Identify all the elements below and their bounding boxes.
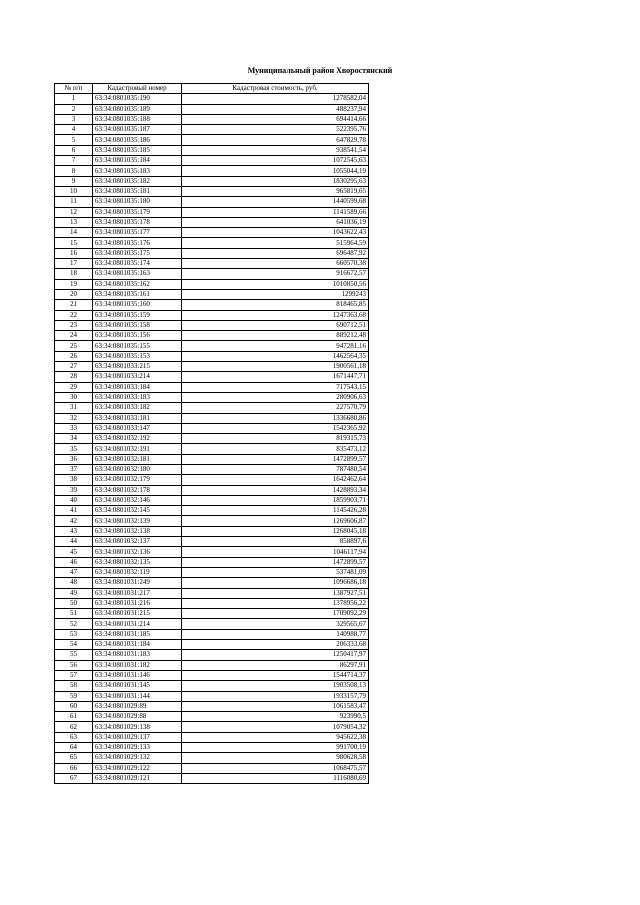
table-row	[55, 640, 369, 650]
cadastral-value: 1933157,79	[182, 691, 369, 701]
cadastral-value: 717543,15	[182, 382, 369, 392]
cadastral-value: 1542365,92	[182, 423, 369, 433]
row-number: 50	[55, 598, 93, 608]
cadastral-value: 916672,57	[182, 269, 369, 279]
table-row	[55, 289, 369, 299]
cadastral-number: 63:34:0801032:178	[93, 485, 182, 495]
row-number: 54	[55, 640, 93, 650]
table-row	[55, 186, 369, 196]
cadastral-value: 1378956,22	[182, 598, 369, 608]
cadastral-number: 63:34:0801035:174	[93, 259, 182, 269]
cadastral-value: 947281,16	[182, 341, 369, 351]
cadastral-value: 280906,63	[182, 392, 369, 402]
row-number: 10	[55, 186, 93, 196]
cadastral-number: 63:34:0801035:163	[93, 269, 182, 279]
table-row	[55, 557, 369, 567]
cadastral-value: 227570,79	[182, 403, 369, 413]
table-row	[55, 248, 369, 258]
table-row	[55, 372, 369, 382]
table-row	[55, 691, 369, 701]
table-row	[55, 526, 369, 536]
row-number: 36	[55, 454, 93, 464]
row-number: 46	[55, 557, 93, 567]
cadastral-number: 63:34:0801035:188	[93, 114, 182, 124]
table-row	[55, 320, 369, 330]
cadastral-number: 63:34:0801035:153	[93, 351, 182, 361]
cadastral-value: 1250417,97	[182, 650, 369, 660]
cadastral-number: 63:34:0801033:184	[93, 382, 182, 392]
cadastral-value: 696487,92	[182, 248, 369, 258]
cadastral-number: 63:34:0801033:181	[93, 413, 182, 423]
cadastral-number: 63:34:0801035:180	[93, 197, 182, 207]
row-number: 17	[55, 259, 93, 269]
page-title: Муниципальный район Хворостянский	[247, 66, 393, 75]
row-number: 1	[55, 94, 93, 104]
cadastral-number: 63:34:0801035:159	[93, 310, 182, 320]
row-number: 7	[55, 156, 93, 166]
cadastral-value: 647829,78	[182, 135, 369, 145]
row-number: 45	[55, 547, 93, 557]
row-number: 29	[55, 382, 93, 392]
cadastral-value: 641036,19	[182, 217, 369, 227]
cadastral-number: 63:34:0801032:138	[93, 526, 182, 536]
cadastral-value: 945622,38	[182, 732, 369, 742]
cadastral-number: 63:34:0801029:122	[93, 763, 182, 773]
row-number: 48	[55, 578, 93, 588]
table-row	[55, 516, 369, 526]
cadastral-number: 63:34:0801031:144	[93, 691, 182, 701]
table-row	[55, 763, 369, 773]
table-row	[55, 578, 369, 588]
cadastral-value: 206333,68	[182, 640, 369, 650]
cadastral-value: 329565,67	[182, 619, 369, 629]
cadastral-value: 1859903,71	[182, 495, 369, 505]
cadastral-number: 63:34:0801031:146	[93, 670, 182, 680]
row-number: 42	[55, 516, 93, 526]
cadastral-number: 63:34:0801035:155	[93, 341, 182, 351]
cadastral-value: 1830295,63	[182, 176, 369, 186]
cadastral-number: 63:34:0801032:145	[93, 506, 182, 516]
cadastral-value: 537481,09	[182, 567, 369, 577]
cadastral-value: 1269606,87	[182, 516, 369, 526]
table-row	[55, 382, 369, 392]
row-number: 9	[55, 176, 93, 186]
table-row	[55, 567, 369, 577]
cadastral-value: 1072545,63	[182, 156, 369, 166]
cadastral-number: 63:34:0801035:186	[93, 135, 182, 145]
cadastral-value: 1145426,28	[182, 506, 369, 516]
table-row	[55, 300, 369, 310]
column-header-cadastral-value: Кадастровая стоимость, руб.	[182, 84, 369, 94]
cadastral-value: 1472899,57	[182, 454, 369, 464]
cadastral-value: 965819,65	[182, 186, 369, 196]
cadastral-number: 63:34:0801029:89	[93, 701, 182, 711]
row-number: 49	[55, 588, 93, 598]
row-number: 35	[55, 444, 93, 454]
cadastral-number: 63:34:0801031:216	[93, 598, 182, 608]
cadastral-number: 63:34:0801032:191	[93, 444, 182, 454]
cadastral-number: 63:34:0801035:187	[93, 125, 182, 135]
row-number: 25	[55, 341, 93, 351]
row-number: 41	[55, 506, 93, 516]
cadastral-value: 819315,73	[182, 434, 369, 444]
row-number: 34	[55, 434, 93, 444]
cadastral-value: 694414,66	[182, 114, 369, 124]
cadastral-number: 63:34:0801033:147	[93, 423, 182, 433]
table-row	[55, 464, 369, 474]
cadastral-number: 63:34:0801032:135	[93, 557, 182, 567]
table-row	[55, 670, 369, 680]
cadastral-value: 889212,48	[182, 331, 369, 341]
table-header-row	[55, 84, 369, 94]
cadastral-value: 1061583,47	[182, 701, 369, 711]
row-number: 11	[55, 197, 93, 207]
cadastral-number: 63:34:0801031:182	[93, 660, 182, 670]
cadastral-value: 1387927,51	[182, 588, 369, 598]
cadastral-value: 1046117,94	[182, 547, 369, 557]
cadastral-number: 63:34:0801032:146	[93, 495, 182, 505]
cadastral-value: 86297,91	[182, 660, 369, 670]
cadastral-number: 63:34:0801032:179	[93, 475, 182, 485]
table-row	[55, 166, 369, 176]
table-row	[55, 743, 369, 753]
row-number: 53	[55, 629, 93, 639]
table-row	[55, 712, 369, 722]
row-number: 20	[55, 289, 93, 299]
row-number: 8	[55, 166, 93, 176]
cadastral-table	[54, 83, 369, 784]
cadastral-value: 1055044,19	[182, 166, 369, 176]
table-row	[55, 341, 369, 351]
cadastral-number: 63:34:0801031:184	[93, 640, 182, 650]
row-number: 6	[55, 145, 93, 155]
table-row	[55, 681, 369, 691]
cadastral-number: 63:34:0801031:183	[93, 650, 182, 660]
cadastral-value: 515964,59	[182, 238, 369, 248]
cadastral-number: 63:34:0801029:132	[93, 753, 182, 763]
table-row	[55, 413, 369, 423]
cadastral-value: 1440599,68	[182, 197, 369, 207]
cadastral-number: 63:34:0801035:179	[93, 207, 182, 217]
cadastral-number: 63:34:0801035:175	[93, 248, 182, 258]
row-number: 15	[55, 238, 93, 248]
row-number: 28	[55, 372, 93, 382]
cadastral-value: 1299243	[182, 289, 369, 299]
cadastral-number: 63:34:0801032:139	[93, 516, 182, 526]
cadastral-value: 980628,58	[182, 753, 369, 763]
cadastral-number: 63:34:0801032:181	[93, 454, 182, 464]
cadastral-number: 63:34:0801035:182	[93, 176, 182, 186]
table-row	[55, 331, 369, 341]
table-row	[55, 773, 369, 783]
row-number: 33	[55, 423, 93, 433]
cadastral-number: 63:34:0801035:189	[93, 104, 182, 114]
cadastral-value: 1141589,66	[182, 207, 369, 217]
row-number: 21	[55, 300, 93, 310]
table-row	[55, 609, 369, 619]
row-number: 5	[55, 135, 93, 145]
table-row	[55, 228, 369, 238]
cadastral-number: 63:34:0801035:177	[93, 228, 182, 238]
cadastral-number: 63:34:0801033:182	[93, 403, 182, 413]
table-row	[55, 217, 369, 227]
cadastral-number: 63:34:0801035:160	[93, 300, 182, 310]
cadastral-value: 1671447,71	[182, 372, 369, 382]
table-row	[55, 444, 369, 454]
row-number: 44	[55, 537, 93, 547]
table-row	[55, 434, 369, 444]
row-number: 66	[55, 763, 93, 773]
table-row	[55, 660, 369, 670]
cadastral-value: 1096686,18	[182, 578, 369, 588]
table-row	[55, 619, 369, 629]
row-number: 2	[55, 104, 93, 114]
cadastral-value: 488237,94	[182, 104, 369, 114]
row-number: 52	[55, 619, 93, 629]
cadastral-number: 63:34:0801032:119	[93, 567, 182, 577]
table-row	[55, 259, 369, 269]
table-row	[55, 454, 369, 464]
table-row	[55, 722, 369, 732]
row-number: 51	[55, 609, 93, 619]
cadastral-number: 63:34:0801035:162	[93, 279, 182, 289]
cadastral-number: 63:34:0801035:181	[93, 186, 182, 196]
row-number: 14	[55, 228, 93, 238]
row-number: 18	[55, 269, 93, 279]
cadastral-value: 1247363,68	[182, 310, 369, 320]
cadastral-value: 858897,6	[182, 537, 369, 547]
row-number: 19	[55, 279, 93, 289]
table-row	[55, 176, 369, 186]
cadastral-value: 818465,85	[182, 300, 369, 310]
row-number: 64	[55, 743, 93, 753]
table-row	[55, 94, 369, 104]
table-row	[55, 701, 369, 711]
table-row	[55, 114, 369, 124]
table-row	[55, 485, 369, 495]
row-number: 38	[55, 475, 93, 485]
cadastral-value: 1116080,69	[182, 773, 369, 783]
row-number: 27	[55, 362, 93, 372]
table-row	[55, 495, 369, 505]
cadastral-value: 1010850,56	[182, 279, 369, 289]
cadastral-number: 63:34:0801031:217	[93, 588, 182, 598]
cadastral-number: 63:34:0801029:88	[93, 712, 182, 722]
cadastral-number: 63:34:0801033:215	[93, 362, 182, 372]
row-number: 55	[55, 650, 93, 660]
table-row	[55, 588, 369, 598]
cadastral-value: 1043622,43	[182, 228, 369, 238]
cadastral-value: 1428893,34	[182, 485, 369, 495]
cadastral-value: 1462564,35	[182, 351, 369, 361]
row-number: 62	[55, 722, 93, 732]
table-row	[55, 279, 369, 289]
cadastral-value: 938541,54	[182, 145, 369, 155]
cadastral-value: 1079054,32	[182, 722, 369, 732]
cadastral-number: 63:34:0801035:156	[93, 331, 182, 341]
cadastral-number: 63:34:0801029:133	[93, 743, 182, 753]
cadastral-number: 63:34:0801033:183	[93, 392, 182, 402]
cadastral-value: 1472899,57	[182, 557, 369, 567]
cadastral-number: 63:34:0801031:249	[93, 578, 182, 588]
cadastral-number: 63:34:0801035:183	[93, 166, 182, 176]
cadastral-value: 1900561,18	[182, 362, 369, 372]
cadastral-number: 63:34:0801032:180	[93, 464, 182, 474]
cadastral-value: 1544714,37	[182, 670, 369, 680]
table-row	[55, 104, 369, 114]
table-row	[55, 145, 369, 155]
row-number: 31	[55, 403, 93, 413]
row-number: 65	[55, 753, 93, 763]
row-number: 30	[55, 392, 93, 402]
cadastral-value: 1268045,18	[182, 526, 369, 536]
table-row	[55, 403, 369, 413]
row-number: 32	[55, 413, 93, 423]
column-header-cadastral-number: Кадастровый номер	[93, 84, 182, 94]
cadastral-number: 63:34:0801035:161	[93, 289, 182, 299]
row-number: 56	[55, 660, 93, 670]
row-number: 26	[55, 351, 93, 361]
table-row	[55, 392, 369, 402]
cadastral-value: 522395,76	[182, 125, 369, 135]
cadastral-number: 63:34:0801033:214	[93, 372, 182, 382]
table-row	[55, 351, 369, 361]
table-row	[55, 238, 369, 248]
row-number: 16	[55, 248, 93, 258]
row-number: 24	[55, 331, 93, 341]
row-number: 60	[55, 701, 93, 711]
table-row	[55, 732, 369, 742]
table-row	[55, 125, 369, 135]
table-row	[55, 547, 369, 557]
cadastral-number: 63:34:0801035:184	[93, 156, 182, 166]
cadastral-value: 1642462,64	[182, 475, 369, 485]
row-number: 47	[55, 567, 93, 577]
cadastral-value: 787480,54	[182, 464, 369, 474]
table-row	[55, 197, 369, 207]
table-row	[55, 362, 369, 372]
table-row	[55, 753, 369, 763]
cadastral-number: 63:34:0801029:138	[93, 722, 182, 732]
table-row	[55, 629, 369, 639]
cadastral-value: 1068475,57	[182, 763, 369, 773]
row-number: 22	[55, 310, 93, 320]
cadastral-number: 63:34:0801031:185	[93, 629, 182, 639]
table-row	[55, 537, 369, 547]
row-number: 58	[55, 681, 93, 691]
cadastral-number: 63:34:0801035:158	[93, 320, 182, 330]
table-row	[55, 423, 369, 433]
cadastral-number: 63:34:0801035:185	[93, 145, 182, 155]
row-number: 61	[55, 712, 93, 722]
row-number: 59	[55, 691, 93, 701]
cadastral-value: 835473,12	[182, 444, 369, 454]
cadastral-value: 660570,38	[182, 259, 369, 269]
table-row	[55, 156, 369, 166]
cadastral-number: 63:34:0801031:215	[93, 609, 182, 619]
row-number: 4	[55, 125, 93, 135]
cadastral-number: 63:34:0801035:178	[93, 217, 182, 227]
cadastral-number: 63:34:0801035:190	[93, 94, 182, 104]
table-row	[55, 650, 369, 660]
cadastral-value: 1903508,13	[182, 681, 369, 691]
cadastral-value: 140988,77	[182, 629, 369, 639]
cadastral-value: 690712,51	[182, 320, 369, 330]
cadastral-number: 63:34:0801032:136	[93, 547, 182, 557]
row-number: 40	[55, 495, 93, 505]
row-number: 13	[55, 217, 93, 227]
table-row	[55, 269, 369, 279]
cadastral-number: 63:34:0801035:176	[93, 238, 182, 248]
row-number: 23	[55, 320, 93, 330]
cadastral-value: 1336680,86	[182, 413, 369, 423]
cadastral-value: 991700,19	[182, 743, 369, 753]
row-number: 43	[55, 526, 93, 536]
table-row	[55, 598, 369, 608]
table-row	[55, 506, 369, 516]
row-number: 67	[55, 773, 93, 783]
row-number: 3	[55, 114, 93, 124]
column-header-number: № п/п	[55, 84, 93, 94]
cadastral-number: 63:34:0801031:145	[93, 681, 182, 691]
cadastral-number: 63:34:0801031:214	[93, 619, 182, 629]
cadastral-number: 63:34:0801029:121	[93, 773, 182, 783]
row-number: 57	[55, 670, 93, 680]
cadastral-number: 63:34:0801029:137	[93, 732, 182, 742]
cadastral-value: 923990,5	[182, 712, 369, 722]
table-row	[55, 475, 369, 485]
row-number: 63	[55, 732, 93, 742]
cadastral-number: 63:34:0801032:192	[93, 434, 182, 444]
row-number: 12	[55, 207, 93, 217]
cadastral-value: 1278582,04	[182, 94, 369, 104]
table-row	[55, 310, 369, 320]
table-row	[55, 207, 369, 217]
row-number: 37	[55, 464, 93, 474]
cadastral-number: 63:34:0801032:137	[93, 537, 182, 547]
cadastral-value: 1709092,29	[182, 609, 369, 619]
row-number: 39	[55, 485, 93, 495]
table-row	[55, 135, 369, 145]
